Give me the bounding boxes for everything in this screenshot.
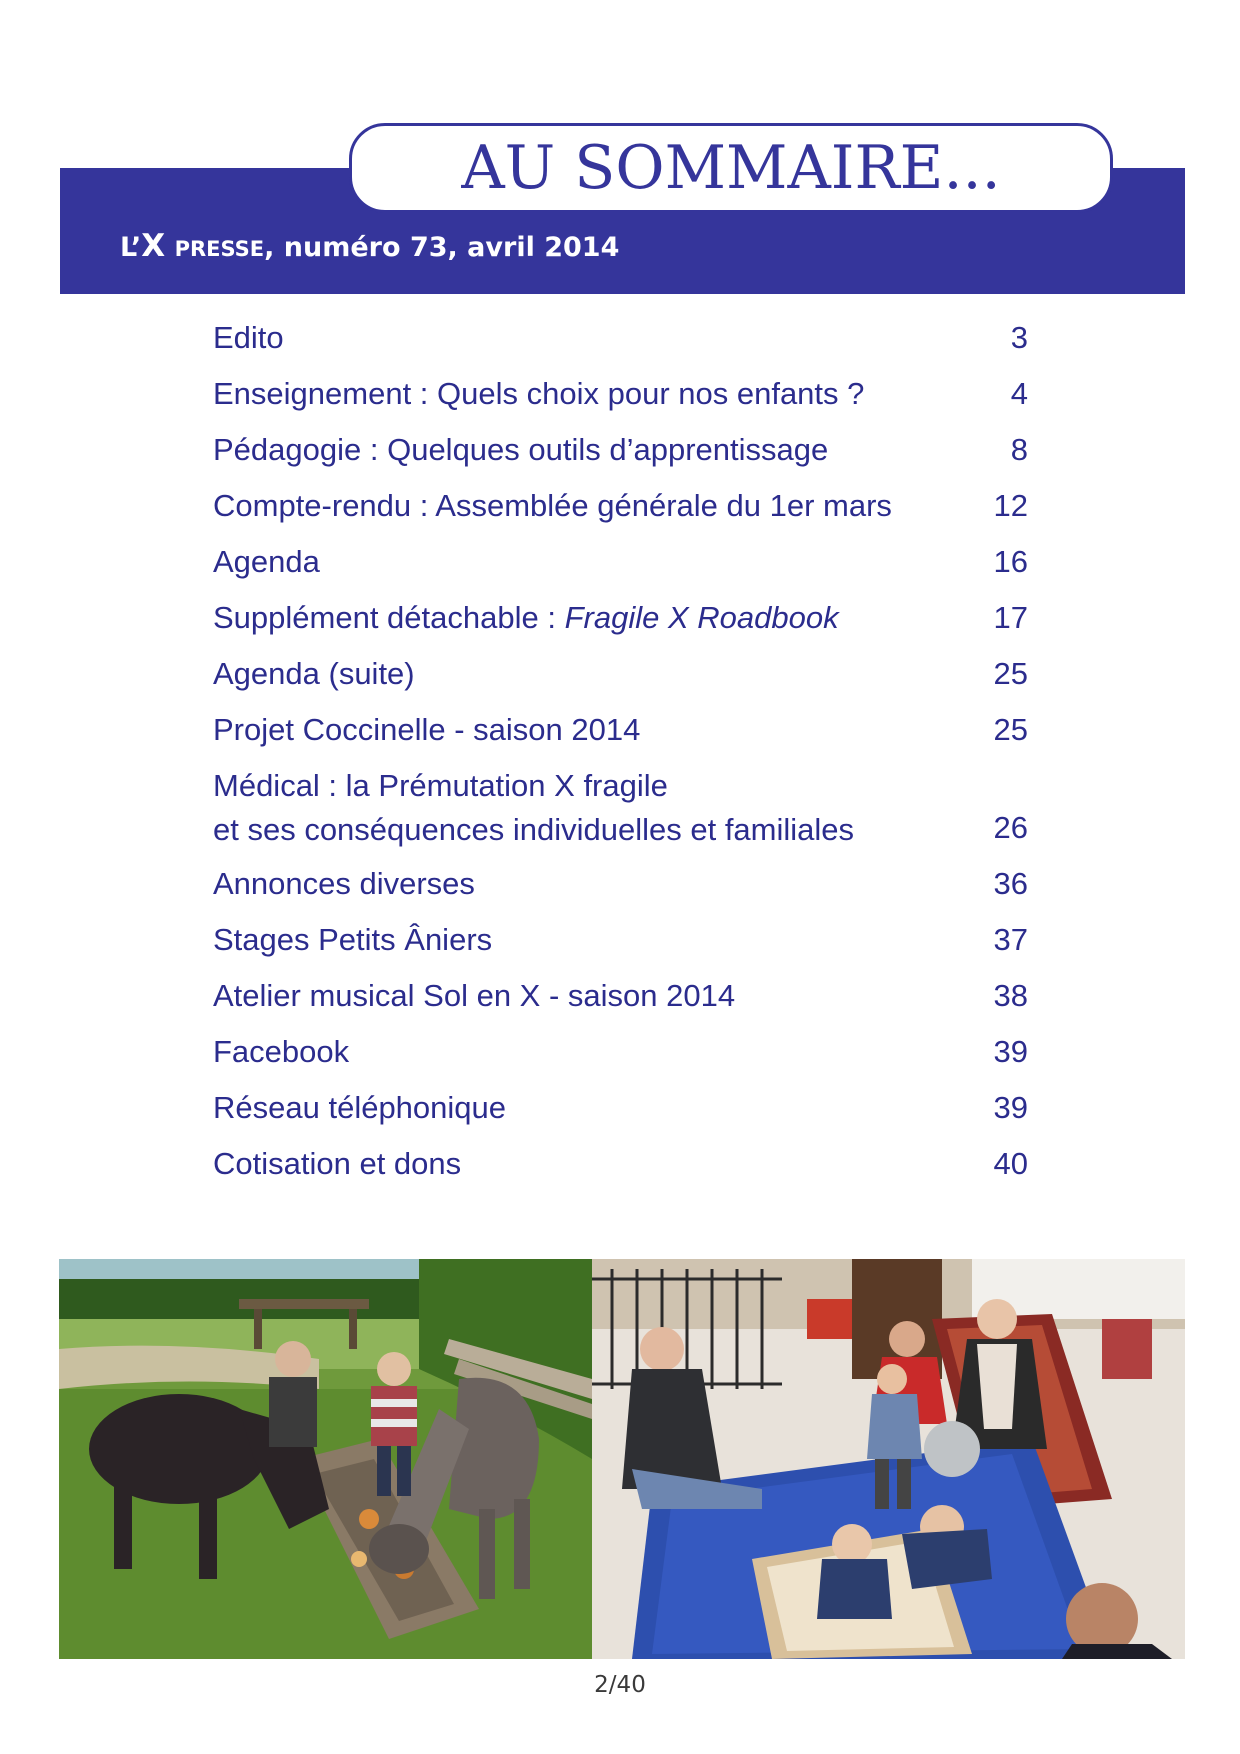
toc-entry-label: Stages Petits Âniers bbox=[213, 922, 493, 957]
toc-entry-label: Edito bbox=[213, 320, 284, 355]
toc-entry-label-wrap bbox=[213, 600, 839, 636]
workshop-photo-illustration bbox=[592, 1259, 1185, 1659]
toc-entry bbox=[213, 366, 1028, 422]
publication-line bbox=[120, 228, 619, 264]
toc-entry-label: Facebook bbox=[213, 1034, 350, 1069]
workshop-photo bbox=[592, 1259, 1185, 1659]
toc-entry-page: 8 bbox=[1010, 432, 1028, 467]
toc-entry-label: Pédagogie : Quelques outils d’apprentissage bbox=[213, 432, 829, 467]
toc-entry bbox=[213, 1024, 1028, 1080]
toc-entry bbox=[213, 856, 1028, 912]
toc-entry bbox=[213, 1136, 1028, 1192]
publication-presse: PRESSE bbox=[174, 237, 265, 261]
toc-entry-page: 37 bbox=[993, 922, 1028, 957]
toc-entry-page: 4 bbox=[1010, 376, 1028, 411]
toc-entry-label: Réseau téléphonique bbox=[213, 1090, 507, 1125]
page-title: AU SOMMAIRE... bbox=[461, 133, 1001, 203]
toc-entry-page: 39 bbox=[993, 1090, 1028, 1125]
toc-entry-label: Cotisation et dons bbox=[213, 1146, 462, 1181]
toc-entry-page: 25 bbox=[993, 712, 1028, 747]
toc-entry-page: 17 bbox=[993, 600, 1028, 635]
toc-entry bbox=[213, 422, 1028, 478]
toc-entry-page: 3 bbox=[1010, 320, 1028, 355]
toc-entry-page: 40 bbox=[993, 1146, 1028, 1181]
toc-entry-label: Médical : la Prémutation X fragile bbox=[213, 768, 668, 803]
toc-entry-page: 25 bbox=[993, 656, 1028, 691]
toc-entry-page: 16 bbox=[993, 544, 1028, 579]
toc-entry-label: Enseignement : Quels choix pour nos enfants ? bbox=[213, 376, 865, 411]
publication-issue: , numéro 73, avril 2014 bbox=[264, 232, 620, 263]
toc-entry-label-line2: et ses conséquences individuelles et familiales bbox=[213, 812, 855, 847]
toc-entry-label: Supplément détachable : bbox=[213, 600, 565, 635]
publication-prefix: L’ bbox=[120, 232, 142, 263]
toc-entry bbox=[213, 1080, 1028, 1136]
toc-entry-label-wrap bbox=[213, 764, 854, 852]
toc-entry-page: 12 bbox=[993, 488, 1028, 523]
toc-entry bbox=[213, 702, 1028, 758]
toc-entry bbox=[213, 590, 1028, 646]
toc-entry-label-italic: Fragile X Roadbook bbox=[564, 600, 839, 635]
toc-entry bbox=[213, 968, 1028, 1024]
toc-entry-page: 38 bbox=[993, 978, 1028, 1013]
donkeys-photo bbox=[59, 1259, 592, 1659]
toc-entry bbox=[213, 912, 1028, 968]
toc-entry bbox=[213, 758, 1028, 856]
toc-entry bbox=[213, 534, 1028, 590]
toc-entry bbox=[213, 646, 1028, 702]
toc-entry-page: 39 bbox=[993, 1034, 1028, 1069]
toc-entry-page: 36 bbox=[993, 866, 1028, 901]
toc-entry-page: 26 bbox=[993, 810, 1028, 845]
toc-entry bbox=[213, 310, 1028, 366]
table-of-contents bbox=[213, 310, 1028, 1192]
toc-entry-label: Compte-rendu : Assemblée générale du 1er mars bbox=[213, 488, 892, 523]
toc-entry-label: Atelier musical Sol en X - saison 2014 bbox=[213, 978, 736, 1013]
publication-x: X bbox=[141, 228, 166, 264]
donkeys-photo-illustration bbox=[59, 1259, 592, 1659]
toc-entry-label: Projet Coccinelle - saison 2014 bbox=[213, 712, 641, 747]
toc-entry-label: Agenda bbox=[213, 544, 320, 579]
toc-entry-label: Agenda (suite) bbox=[213, 656, 415, 691]
page-number: 2/40 bbox=[594, 1672, 646, 1698]
toc-entry bbox=[213, 478, 1028, 534]
title-box bbox=[349, 123, 1113, 213]
toc-entry-label: Annonces diverses bbox=[213, 866, 475, 901]
